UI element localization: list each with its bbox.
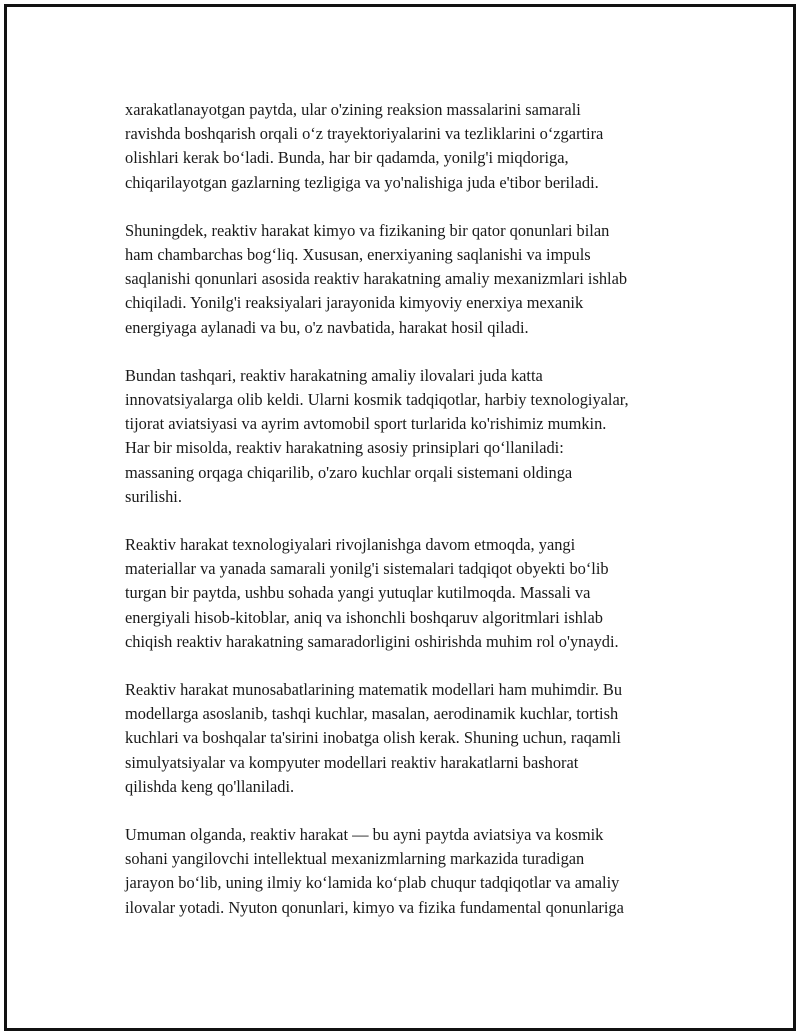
paragraph-4	[125, 533, 695, 654]
text-line: chiqiladi. Yonilg'i reaksiyalari jarayonida kimyoviy enerxiya mexanik	[125, 293, 584, 313]
text-line: ham chambarchas bog‘liq. Xususan, enerxiyaning saqlanishi va impuls	[125, 245, 591, 265]
text-line: Bundan tashqari, reaktiv harakatning amaliy ilovalari juda katta	[125, 365, 543, 385]
text-line: xarakatlanayotgan paytda, ular o'zining reaksion massalarini samarali	[125, 100, 581, 119]
text-line: ilovalar yotadi. Nyuton qonunlari, kimyo va fizika fundamental qonunlariga	[125, 897, 624, 917]
text-line: olishlari kerak bo‘ladi. Bunda, har bir qadamda, yonilg'i miqdoriga,	[125, 148, 569, 168]
paragraph-1	[125, 98, 695, 195]
text-line: massaning orqaga chiqarilib, o'zaro kuchlar orqali sistemani oldinga	[125, 462, 573, 482]
text-line: turgan bir paytda, ushbu sohada yangi yutuqlar kutilmoqda. Massali va	[125, 583, 591, 603]
text-line: tijorat aviatsiyasi va ayrim avtomobil sport turlarida ko'rishimiz mumkin.	[125, 414, 607, 434]
text-line: energiyali hisob-kitoblar, aniq va ishonchli boshqaruv algoritmlari ishlab	[125, 607, 603, 627]
page-body	[125, 98, 695, 944]
text-line: innovatsiyalarga olib keldi. Ularni kosmik tadqiqotlar, harbiy texnologiyalar,	[125, 390, 629, 410]
text-line: Har bir misolda, reaktiv harakatning asosiy prinsiplari qo‘llaniladi:	[125, 438, 564, 458]
text-line: Umuman olganda, reaktiv harakat — bu ayni paytda aviatsiya va kosmik	[125, 825, 604, 845]
text-line: ravishda boshqarish orqali o‘z trayektoriyalarini va tezliklarini o‘zgartira	[125, 124, 604, 144]
paragraph-3	[125, 364, 695, 509]
text-line: qilishda keng qo'llaniladi.	[125, 776, 295, 796]
text-line: modellarga asoslanib, tashqi kuchlar, masalan, aerodinamik kuchlar, tortish	[125, 704, 619, 724]
text-line: chiqish reaktiv harakatning samaradorligini oshirishda muhim rol o'ynaydi.	[125, 631, 619, 651]
page-frame	[4, 4, 796, 1031]
paragraph-5	[125, 678, 695, 799]
text-line: kuchlari va boshqalar ta'sirini inobatga olish kerak. Shuning uchun, raqamli	[125, 728, 621, 748]
text-line: Reaktiv harakat texnologiyalari rivojlanishga davom etmoqda, yangi	[125, 535, 576, 555]
text-line: Reaktiv harakat munosabatlarining matematik modellari ham muhimdir. Bu	[125, 680, 623, 700]
text-line: jarayon bo‘lib, uning ilmiy ko‘lamida ko‘plab chuqur tadqiqotlar va amaliy	[125, 873, 620, 893]
text-line: materiallar va yanada samarali yonilg'i sistemalari tadqiqot obyekti bo‘lib	[125, 559, 609, 579]
text-line: energiyaga aylanadi va bu, o'z navbatida, harakat hosil qiladi.	[125, 317, 529, 337]
text-line: chiqarilayotgan gazlarning tezligiga va yo'nalishiga juda e'tibor beriladi.	[125, 172, 599, 192]
text-line: sohani yangilovchi intellektual mexanizmlarning markazida turadigan	[125, 849, 585, 869]
paragraph-2	[125, 219, 695, 340]
text-line: surilishi.	[125, 486, 182, 506]
paragraph-6	[125, 823, 695, 920]
text-line: saqlanishi qonunlari asosida reaktiv harakatning amaliy mexanizmlari ishlab	[125, 269, 628, 289]
text-line: simulyatsiyalar va kompyuter modellari reaktiv harakatlarni bashorat	[125, 752, 579, 772]
text-line: Shuningdek, reaktiv harakat kimyo va fizikaning bir qator qonunlari bilan	[125, 220, 610, 240]
